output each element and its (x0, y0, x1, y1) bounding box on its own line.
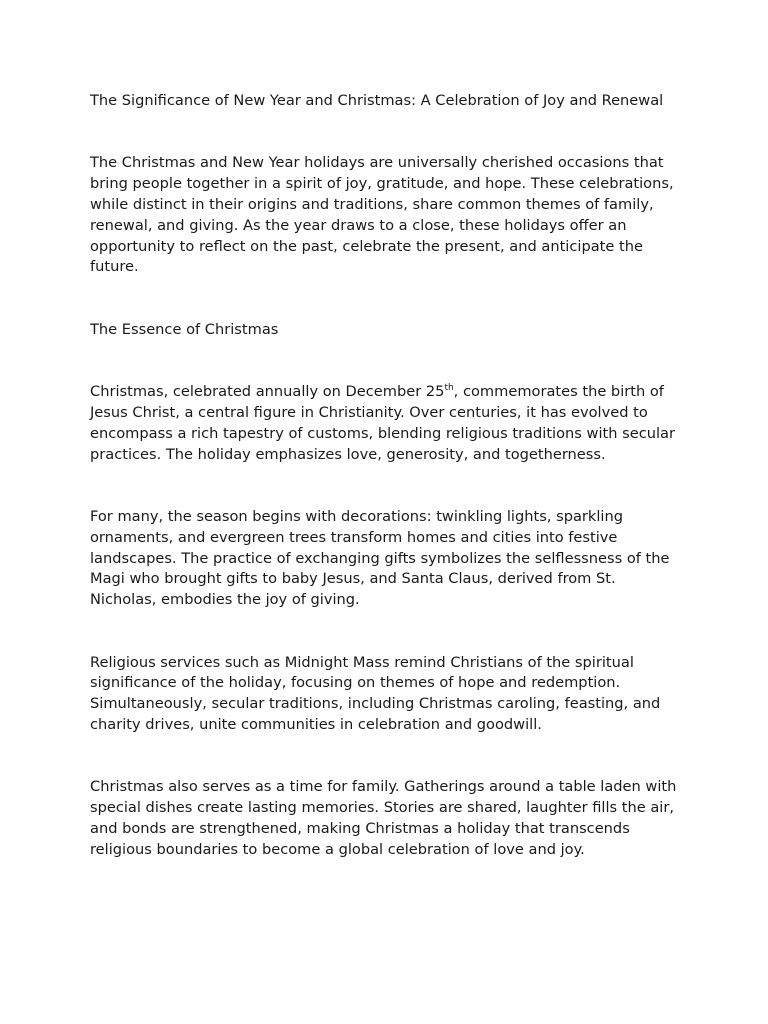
paragraph-text-after-ordinal: , commemorates the birth of Jesus Christ, a central figure in Christianity. Over centuries, it has evolved to encompass a rich tapestry of customs, blending religious traditions with secular practices. The holiday emphasizes love, generosity, and togetherness. (90, 383, 675, 463)
christmas-paragraph-1 (90, 382, 680, 465)
document-body (90, 91, 680, 902)
section-heading: The Essence of Christmas (90, 320, 279, 338)
document-title: The Significance of New Year and Christmas: A Celebration of Joy and Renewal (90, 92, 664, 109)
christmas-paragraph-4: Christmas also serves as a time for family. Gatherings around a table laden with special dishes create lasting memories. Stories are shared, laughter fills the air, and bonds are strengthened, making Christmas a holiday that transcends religious boundaries to become a global celebration of love and joy. (90, 778, 677, 858)
intro-paragraph: The Christmas and New Year holidays are universally cherished occasions that bring people together in a spirit of joy, gratitude, and hope. These celebrations, while distinct in their origins and traditions, share common themes of family, renewal, and giving. As the year draws to a close, these holidays offer an opportunity to reflect on the past, celebrate the present, and anticipate the future. (90, 154, 674, 276)
paragraph-text-before-ordinal: Christmas, celebrated annually on December 25 (90, 383, 445, 401)
christmas-paragraph-3: Religious services such as Midnight Mass remind Christians of the spiritual significance of the holiday, focusing on themes of hope and redemption. Simultaneously, secular traditions, including Christmas caroling, feasting, and charity drives, unite communities in celebration and goodwill. (90, 653, 661, 733)
christmas-paragraph-2: For many, the season begins with decorations: twinkling lights, sparkling ornaments, and evergreen trees transform homes and cities into festive landscapes. The practice of exchanging gifts symbolizes the selflessness of the Magi who brought gifts to baby Jesus, and Santa Claus, derived from St. Nicholas, embodies the joy of giving. (90, 507, 670, 609)
ordinal-suffix: th (444, 383, 454, 394)
